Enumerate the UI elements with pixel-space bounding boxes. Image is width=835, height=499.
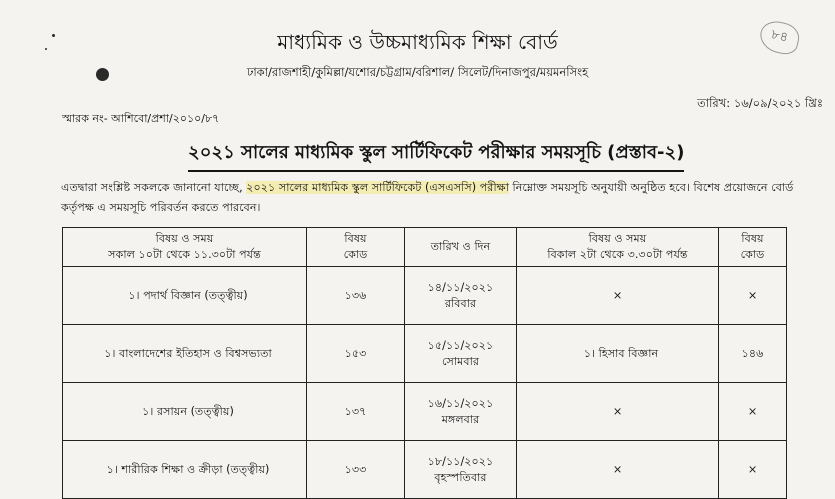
subject-code-2: ১৪৬	[719, 325, 787, 383]
afternoon-subject: ×	[517, 441, 719, 499]
morning-subject: ১। রসায়ন (তত্ত্বীয়)	[63, 383, 307, 441]
subject-code: ১৩৩	[307, 441, 405, 499]
page-number-mark: ৮৪	[757, 18, 801, 56]
header-morning: বিষয় ও সময় সকাল ১০টা থেকে ১১.৩০টা পর্যন্ত	[63, 228, 307, 267]
header-code-2: বিষয় কোড	[719, 228, 787, 267]
exam-date-day: ১৬/১১/২০২১ মঙ্গলবার	[405, 383, 517, 441]
morning-subject: ১। শারীরিক শিক্ষা ও ক্রীড়া (তত্ত্বীয়)	[63, 441, 307, 499]
table-row	[63, 267, 787, 325]
exam-date-day: ১৪/১১/২০২১ রবিবার	[405, 267, 517, 325]
subject-code: ১৩৭	[307, 383, 405, 441]
exam-schedule-table	[62, 227, 787, 499]
paragraph-highlight: ২০২১ সালের মাধ্যমিক স্কুল সার্টিফিকেট (এসএসসি) পরীক্ষা	[246, 181, 509, 194]
subject-code-2: ×	[719, 267, 787, 325]
afternoon-subject: ×	[517, 267, 719, 325]
reference-number: স্মারক নং- আশিবো/প্রশা/২০১০/৮৭	[62, 112, 220, 125]
board-cities: ঢাকা/রাজশাহী/কুমিল্লা/যশোর/চট্টগ্রাম/বরিশাল/ সিলেট/দিনাজপুর/ময়মনসিংহ	[246, 65, 589, 79]
subject-code-2: ×	[719, 383, 787, 441]
paragraph-text: নিম্নোক্ত সময়সূচি অনুযায়ী অনুষ্ঠিত হবে। বিশেষ প্রয়োজনে বোর্ড কর্তৃপক্ষ এ সময়সূচি পরিবর্তন করতে পারবেন।	[61, 181, 794, 214]
afternoon-subject: ×	[517, 383, 719, 441]
header-code: বিষয় কোড	[307, 228, 405, 267]
subject-code: ১৫৩	[307, 325, 405, 383]
morning-subject: ১। বাংলাদেশের ইতিহাস ও বিশ্বসভ্যতা	[63, 325, 307, 383]
notice-date: তারিখ: ১৬/০৯/২০২১ খ্রিঃ	[697, 96, 823, 110]
document-title: ২০২১ সালের মাধ্যমিক স্কুল সার্টিফিকেট পরীক্ষার সময়সূচি (প্রস্তাব-২)	[188, 138, 684, 172]
afternoon-subject: ১। হিসাব বিজ্ঞান	[517, 325, 719, 383]
board-name: মাধ্যমিক ও উচ্চমাধ্যমিক শিক্ষা বোর্ড	[277, 30, 558, 54]
header-date-day: তারিখ ও দিন	[405, 228, 517, 267]
header-afternoon: বিষয় ও সময় বিকাল ২টা থেকে ৩.৩০টা পর্যন্ত	[517, 228, 719, 267]
subject-code-2: ×	[719, 441, 787, 499]
paragraph-text: এতদ্বারা সংশ্লিষ্ট সকলকে জানানো যাচ্ছে,	[61, 181, 247, 194]
subject-code: ১৩৬	[307, 267, 405, 325]
exam-date-day: ১৫/১১/২০২১ সোমবার	[405, 325, 517, 383]
table-header-row	[63, 228, 787, 267]
exam-date-day: ১৮/১১/২০২১ বৃহস্পতিবার	[405, 441, 517, 499]
table-row	[63, 325, 787, 383]
notice-paragraph	[61, 178, 796, 218]
morning-subject: ১। পদার্থ বিজ্ঞান (তত্ত্বীয়)	[63, 267, 307, 325]
table-row	[63, 383, 787, 441]
